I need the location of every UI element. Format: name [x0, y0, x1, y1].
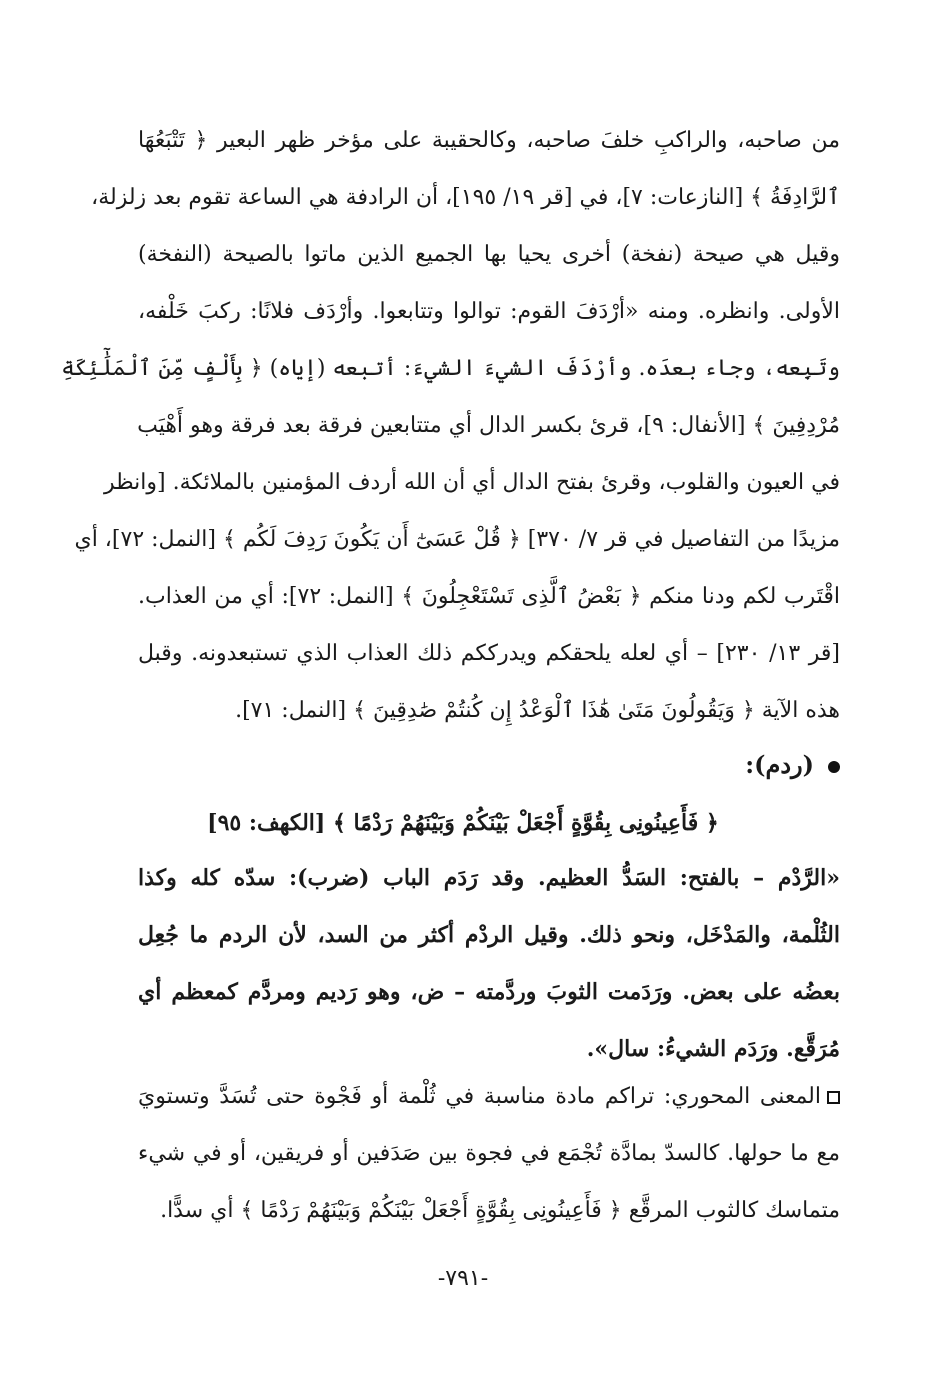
- text-line: وتَبِعه، وجاء بعدَه. وأرْدَفَ الشيءَ الشيءَ: أتبعه (إياه) ﴿ بِأَلْفٍ مِّنَ ٱلْمَلَٰٓئِكَةِ: [61, 356, 840, 381]
- square-bullet-icon: [827, 1091, 840, 1104]
- paragraph-definition: [138, 850, 840, 1078]
- text-line: في العيون والقلوب، وقرئ بفتح الدال أي أن الله أردف المؤمنين بالملائكة. [وانظر: [103, 470, 840, 495]
- text-line: الأولى. وانظره. ومنه «أرْدَفَ القوم: توالوا وتتابعوا. وأرْدَف فلانًا: ركبَ خَلْفه،: [138, 299, 840, 324]
- paragraph-radif: [61, 112, 841, 739]
- text-line: وقيل هي صيحة (نفخة) أخرى يحيا بها الجميع الذين ماتوا بالصيحة (النفخة): [138, 242, 840, 267]
- text-line: [قر ١٣/ ٢٣٠] – أي لعله يلحقكم ويدرككم ذلك العذاب الذي تستبعدونه. وقبل: [138, 641, 841, 666]
- entry-heading-text: (ردم):: [745, 750, 814, 779]
- text-line: مُرَقَّع. ورَدَم الشيءُ: سال».: [586, 1036, 840, 1062]
- text-line: مُرْدِفِينَ ﴾ [الأنفال: ٩]، قرئ بكسر الدال أي متتابعين فرقة بعد فرقة وهو أَهْيَب: [137, 413, 840, 438]
- quran-verse: ﴿ فَأَعِينُونِى بِقُوَّةٍ أَجْعَلْ بَيْنَكُمْ وَبَيْنَهُمْ رَدْمًا ﴾ [الكهف: ٩٥]: [207, 810, 719, 836]
- text-line: متماسك كالثوب المرقَّع ﴿ فَأَعِينُونِى بِقُوَّةٍ أَجْعَلْ بَيْنَكُمْ وَبَيْنَهُمْ رَدْمًا ﴾ أي سدًّا.: [160, 1198, 840, 1223]
- text-line: بعضُه على بعض. ورَدَمت الثوبَ وردَّمته – ض، وهو رَديم ومردَّم كمعظم أي: [138, 979, 840, 1005]
- core-meaning-first-line: المعنى المحوري: تراكم مادة مناسبة في ثُلْمة أو فَجْوة حتى تُسَدَّ وتستويَ: [138, 1084, 821, 1109]
- text-line: مع ما حولها. كالسدّ بمادَّة تُجْمَع في فجوة بين صَدَفين أو فريقين، أو في شيء: [138, 1141, 840, 1166]
- text-line: «الرَّدْم – بالفتح: السَدُّ العظيم. وقد رَدَم الباب (ضرب): سدّه كله وكذا: [138, 865, 840, 891]
- paragraph-core-meaning: [138, 1068, 840, 1239]
- text-line: اقْتَرب لكم ودنا منكم ﴿ بَعْضُ ٱلَّذِى تَسْتَعْجِلُونَ ﴾ [النمل: ٧٢]: أي من العذاب.: [138, 584, 841, 609]
- text-line: مزيدًا من التفاصيل في قر ٧/ ٣٧٠] ﴿ قُلْ عَسَىٰٓ أَن يَكُونَ رَدِفَ لَكُم ﴾ [النمل: ٧٢]، أي: [74, 527, 840, 552]
- text-line: هذه الآية ﴿ وَيَقُولُونَ مَتَىٰ هَٰذَا ٱلْوَعْدُ إِن كُنتُمْ صَٰدِقِينَ ﴾ [النمل: ٧١].: [235, 698, 840, 723]
- text-line: الثُلْمة، والمَدْخَل، ونحو ذلك. وقيل الردْم أكثر من السد، لأن الردم ما جُعِل: [138, 922, 840, 948]
- bullet-icon: [828, 761, 840, 773]
- entry-heading: [745, 745, 840, 785]
- text-line: [138, 1068, 840, 1125]
- page-number: -٧٩١-: [437, 1266, 489, 1291]
- text-line: من صاحبه، والراكبِ خلفَ صاحبه، وكالحقيبة على مؤخر ظهر البعير ﴿ تَتْبَعُهَا: [138, 128, 840, 153]
- text-line: ٱلرَّادِفَةُ ﴾ [النازعات: ٧]، في [قر ١٩/ ١٩٥]، أن الرادفة هي الساعة تقوم بعد زلزلة،: [91, 185, 840, 210]
